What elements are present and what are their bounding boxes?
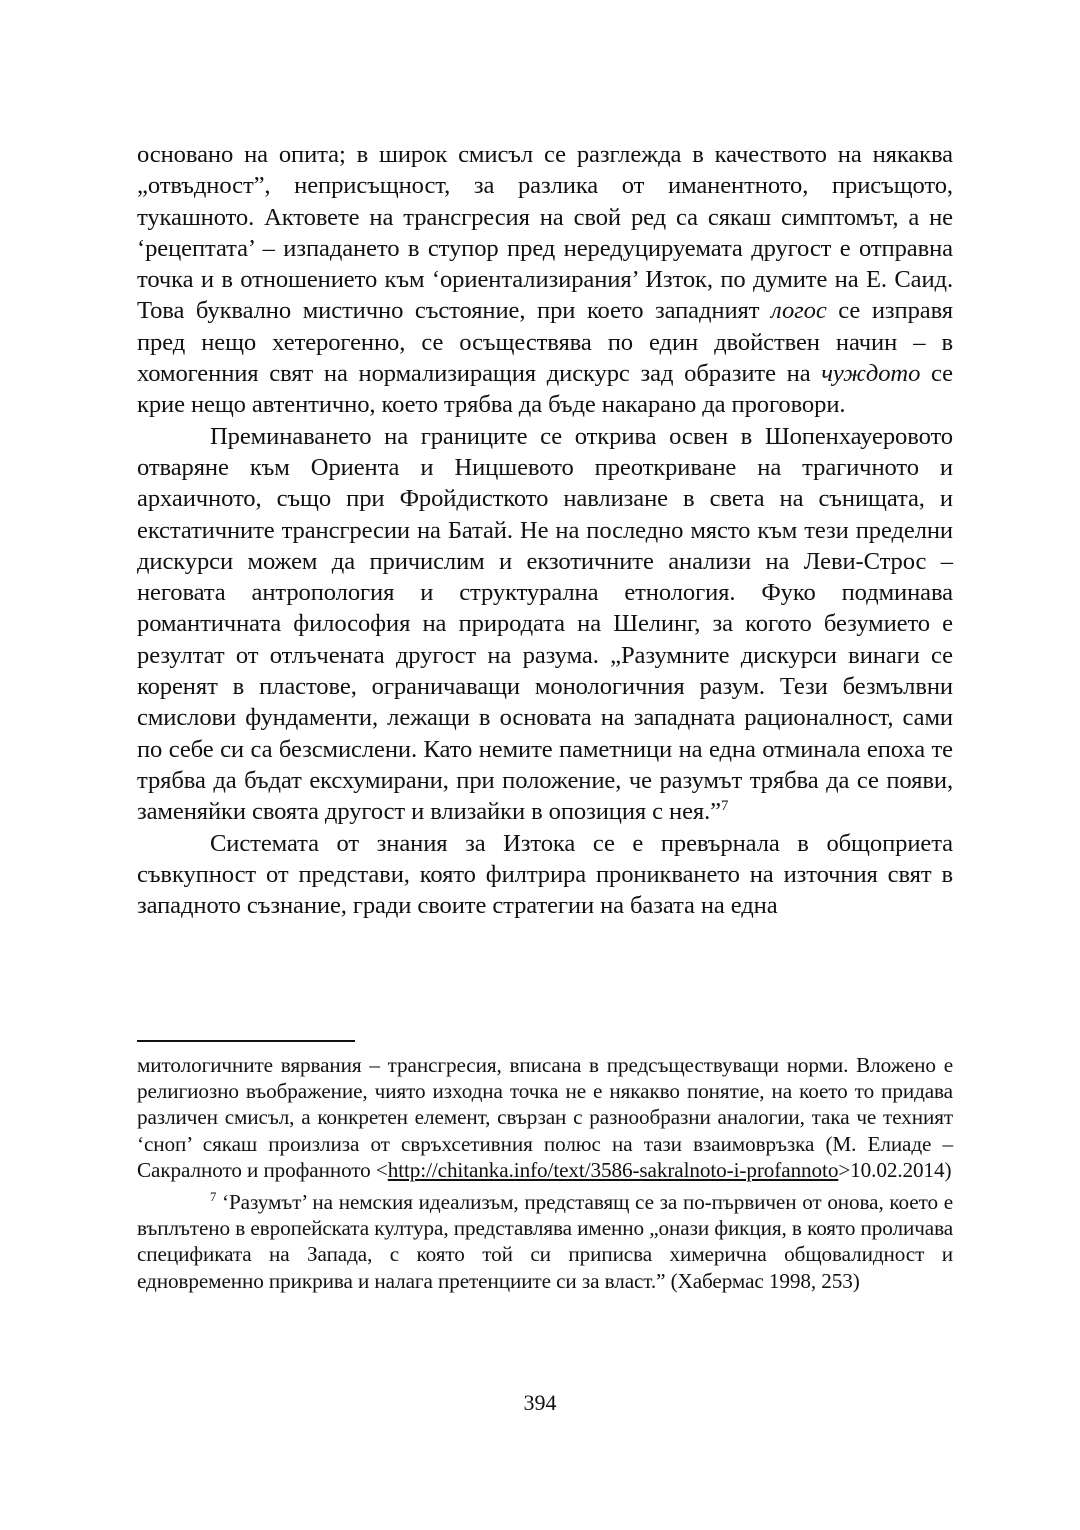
footnotes: [137, 1052, 953, 1294]
emphasis-foreign: чуждото: [821, 360, 921, 388]
main-text: [137, 139, 953, 921]
footnote-continuation-text: митологичните вярвания – трансгресия, вписана в предсъществуващи норми. Вложено е религиозно въображение, чиято изходна точка не е някакво понятие, на което то придава различен смисъл, а конкретен елемент, свързан с разнообразни аналогии, така че техният ‘сноп’ сякаш произлиза от свръхсетивния полюс на тази взаимовръзка (М. Елиаде – Сакралното и профанното <: [137, 1053, 953, 1182]
footnote-7-text: ‘Разумът’ на немския идеализъм, представящ се за по-първичен от онова, което е въплътено в европейската култура, представлява именно „онази фикция, в която проличава спецификата на Запада, с която той си приписва химерична общовалидност и едновременно прикрива и налага претенциите си за власт.” (Хабермас 1998, 253): [137, 1190, 953, 1293]
footnote-separator: [137, 1040, 355, 1042]
paragraph-2-text: Преминаването на границите се открива освен в Шопенхауеровото отваряне към Ориента и Ницшевото преоткриване на трагичното и архаичното, също при Фройдисткото навлизане в света на сънищата, и екстатичните трансгресии на Батай. Не на последно място към тези пределни дискурси можем да причислим и екзотичните анализи на Леви-Строс – неговата антропология и структурална етнология. Фуко подминава романтичната философия на природата на Шелинг, за когото безумието е резултат от отлъчената другост на разума. „Разумните дискурси винаги се коренят в пластове, ограничаващи монологичния разум. Тези безмълвни смислови фундаменти, лежащи в основата на западната рационалност, сами по себе си са безсмислени. Като немите паметници на една отминала епоха те трябва да бъдат ексхумирани, при положение, че разумът трябва да се появи, заменяйки своята другост и влизайки в опозиция с нея.”: [137, 422, 953, 826]
footnote-date: >10.02.2014): [838, 1157, 952, 1182]
paragraph-1: [137, 139, 953, 421]
page-number: 394: [523, 1390, 557, 1415]
paragraph-2: [137, 421, 953, 828]
footnote-continuation: [137, 1052, 953, 1183]
paragraph-1-part-a: основано на опита; в широк смисъл се разглежда в качеството на някаква „отвъдност”, неприсъщност, за разлика от иманентното, присъщото, тукашното. Актовете на трансгресия на свой ред са сякаш симптомът, а не ‘рецептата’ – изпадането в ступор пред нередуцируемата другост е отправна точка и в отношението към ‘ориентализирания’ Изток, по думите на Е. Саид. Това буквално мистично състояние, при което западният: [137, 141, 953, 325]
footnote-ref-7[interactable]: 7: [720, 798, 729, 815]
emphasis-logos: логос: [771, 297, 827, 325]
paragraph-1-part-b: се изправя пред нещо хетерогенно, се осъществява по един двойствен начин – в хомогенния свят на нормализиращия дискурс зад образите на: [137, 297, 954, 388]
paragraph-1-part-c: се крие нещо автентично, което трябва да бъде накарано да проговори.: [137, 360, 953, 419]
source-link[interactable]: http://chitanka.info/text/3586-sakralnoto-i-profannoto: [387, 1157, 839, 1182]
footnote-7: [137, 1189, 953, 1294]
footnote-number: 7: [210, 1189, 217, 1204]
paragraph-3: Системата от знания за Изтока се е превърнала в общоприета съвкупност от представи, която филтрира проникването на източния свят в западното съзнание, гради своите стратегии на базата на една: [137, 829, 953, 920]
